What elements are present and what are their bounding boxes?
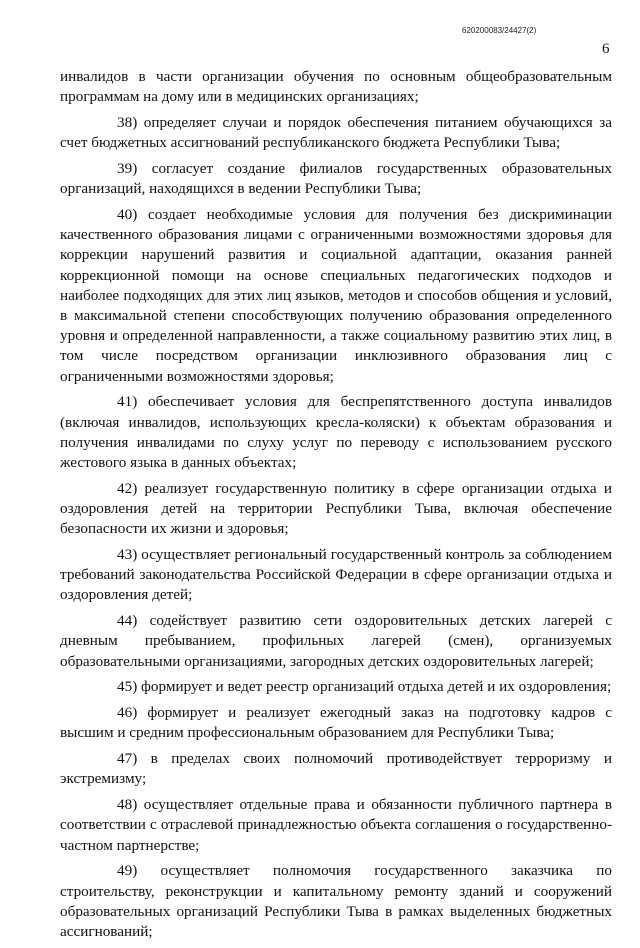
document-code: 620200083/24427(2) [462,26,537,35]
paragraph-item-44: 44) содействует развитию сети оздоровительных детских лагерей с дневным пребыванием, профильных лагерей (смен), организуемых образовательными организациями, загородных детских оздоровительных лагерей; [60,612,612,670]
paragraph-item-45: 45) формирует и ведет реестр организаций отдыха детей и их оздоровления; [117,678,612,696]
paragraph-item-40: 40) создает необходимые условия для получения без дискриминации качественного образования лицами с ограниченными возможностями здоровья для коррекции нарушений развития и социальной адаптации, оказания ранней коррекционной помощи на основе специальных педагогических подходов и наиболее подходящих для этих лиц языков, методов и способов общения и условий, в максимальной степени способствующих получению образования определенного уровня и определенной направленности, а также социальному развитию этих лиц, в том числе посредством организации инклюзивного образования лиц с ограниченными возможностями здоровья; [60,206,612,385]
paragraph-item-43: 43) осуществляет региональный государственный контроль за соблюдением требований законодательства Российской Федерации в сфере организации отдыха и оздоровления детей; [60,546,612,604]
paragraph-continuation: инвалидов в части организации обучения по основным общеобразовательным программам на дому или в медицинских организациях; [60,68,612,106]
body-text [60,67,612,948]
paragraph-item-48: 48) осуществляет отдельные права и обязанности публичного партнера в соответствии с отраслевой принадлежностью объекта соглашения о государственно-частном партнерстве; [60,796,612,854]
page-number: 6 [602,41,610,57]
paragraph-item-42: 42) реализует государственную политику в сфере организации отдыха и оздоровления детей на территории Республики Тыва, включая обеспечение безопасности их жизни и здоровья; [60,479,612,538]
paragraph-item-38: 38) определяет случаи и порядок обеспечения питанием обучающихся за счет бюджетных ассигнований республиканского бюджета Республики Тыва; [60,114,612,152]
paragraph-item-46: 46) формирует и реализует ежегодный заказ на подготовку кадров с высшим и средним профессиональным образованием для Республики Тыва; [60,704,612,742]
paragraph-item-47: 47) в пределах своих полномочий противодействует терроризму и экстремизму; [60,750,612,788]
paragraph-item-49: 49) осуществляет полномочия государственного заказчика по строительству, реконструкции и капитальному ремонту зданий и сооружений образовательных организаций Республики Тыва в рамках выделенных бюджетных ассигнований; [60,862,612,941]
paragraph-item-41: 41) обеспечивает условия для беспрепятственного доступа инвалидов (включая инвалидов, использующих кресла-коляски) к объектам образования и получения инвалидами по слуху услуг по переводу с использованием русского жестового языка в данных объектах; [60,393,612,472]
paragraph-item-39: 39) согласует создание филиалов государственных образовательных организаций, находящихся в ведении Республики Тыва; [60,160,612,198]
